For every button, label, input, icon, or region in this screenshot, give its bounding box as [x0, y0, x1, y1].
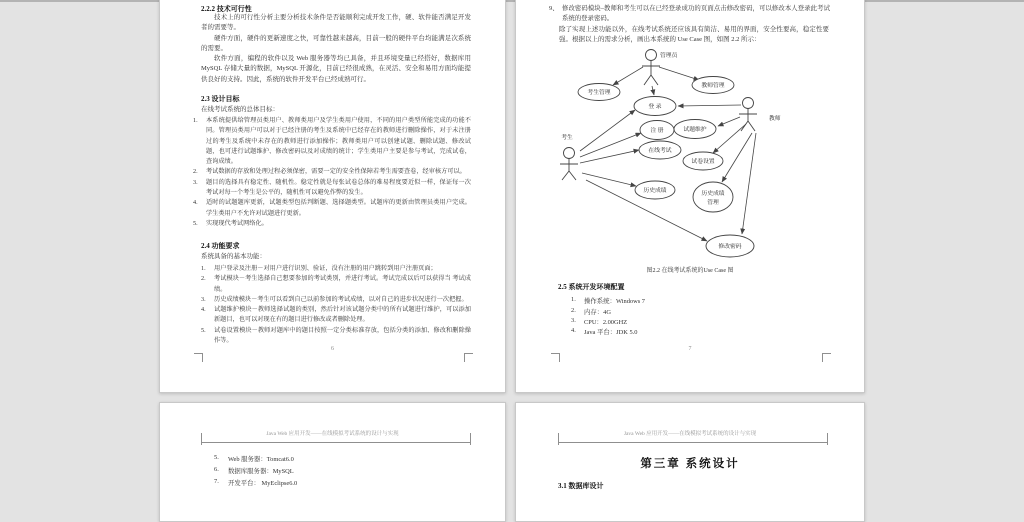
usecase-label: 历史成绩	[643, 188, 667, 194]
header-rule-tick	[558, 433, 559, 445]
arrow-teacher-history-mgmt	[722, 133, 752, 182]
arrow-teacher-change-pwd	[742, 133, 756, 234]
list-item: 4. 适时的试题题库更新，试题类型包括判断题、选择题类型。试题库的更新由管理员类用户完成。学生类用户不允许对试题进行更新。	[193, 199, 471, 217]
window-top-edge	[0, 0, 1024, 2]
arrow-admin-login	[652, 86, 654, 95]
paragraph: 硬件方面，硬件的更新速度之快，可靠性越来越高，目前一般的硬件平台均能满足次系统的需要。	[201, 35, 471, 53]
section-2-5-heading: 2.5 系统开发环境配置	[558, 283, 625, 291]
usecase-history-mgmt	[693, 182, 733, 212]
margin-crop-mark	[822, 353, 831, 362]
usecase-label: 管理	[707, 200, 719, 206]
header-rule	[201, 442, 471, 443]
functions-list	[201, 264, 471, 346]
list-item: 1. 本系统提供给管理员类用户、教师类用户及学生类用户使用，不同的用户类型所能完成的功能不同。管理员类用户可以对于已经注册的考生及系统中已经存在的教师进行删除操作，对于未注册过的考生及系统中未存在的教师进行添加操作；教师类用户可以创建试题、删除试题、修改试题，也可进行试题维护、修改密码以及对成绩的统计；学生类用户主要是参与考试，完成试卷，查询成绩。	[193, 117, 471, 166]
usecase-label: 考生管理	[587, 90, 611, 96]
goals-list	[193, 116, 471, 229]
arrow-admin-student-mgmt	[613, 67, 643, 85]
list-item: 5. 实现现代考试网络化。	[193, 219, 268, 227]
arrow-admin-teacher-mgmt	[659, 67, 699, 80]
arrow-teacher-login	[678, 105, 741, 106]
use-case-diagram	[556, 47, 796, 262]
header-rule-tick	[827, 433, 828, 445]
section-2-4-heading: 2.4 功能要求	[201, 242, 240, 250]
arrow-teacher-question-maint	[718, 117, 740, 126]
section-2-4-intro: 系统具备的基本功能：	[201, 253, 266, 260]
list-item: 2. 考试模块－考生选择自己想要参加的考试类别，并进行考试。考试完成以后可以获得当 考试成绩。	[201, 275, 471, 293]
section-2-2-2-heading: 2.2.2 技术可行性	[201, 5, 252, 13]
document-page-8[interactable]: Java Web 应用开发——在线模拟考试系统的设计与实现 5. Web 服务器：Tomcat6.0 6. 数据库服务器：MySQL 7. 开发平台： MyEclipse6.0	[159, 402, 506, 522]
margin-crop-mark	[194, 353, 203, 362]
section-3-1-heading: 3.1 数据库设计	[558, 482, 604, 490]
section-2-3-heading: 2.3 设计目标	[201, 95, 240, 103]
list-item: 5. 试卷设置模块－教师对题库中的题目按照一定分类标准存放，包括分类的添加、修改和删除操作等。	[201, 326, 471, 345]
actor-admin-label: 管理员	[660, 53, 678, 59]
margin-crop-mark	[551, 353, 560, 362]
usecase-label: 试卷设置	[691, 159, 715, 165]
list-item: 1. 用户登录及注册－对用户进行识别、验证，没有注册的用户跳转到用户注册页面；	[201, 265, 437, 272]
paragraph: 软件方面，编程的软件以及 Web 服务器等均已具备，并且环境变量已经搭好，数据库用 MySQL 存储大量的数据，MySQL 开源化，目前已经很成熟，在灵活、安全和易用方面均能提供良好的支持。因此，系统的软件开发平台已经成熟可行。	[201, 55, 471, 83]
page-number: 7	[688, 346, 692, 352]
list-item: 3. 历史成绩模块－考生可以看到自己以前参加的考试成绩，以对自己的进步状况进行一次把握。	[201, 295, 468, 303]
usecase-label: 注 册	[650, 128, 664, 134]
usecase-label: 教师管理	[701, 83, 725, 89]
actor-admin-figure	[642, 50, 660, 86]
actor-student-figure	[560, 148, 578, 181]
paragraph: 技术上的可行性分析主要分析技术条件是否能顺利完成开发工作，硬、软件能否满足开发者的需要等。	[201, 14, 471, 32]
header-rule-tick	[201, 433, 202, 445]
arrow-student-online-exam	[580, 150, 639, 163]
usecase-label: 在线考试	[648, 148, 672, 154]
page-header-title: Java Web 应用开发——在线模拟考试系统的设计与实现	[266, 431, 399, 437]
arrow-student-history-score	[582, 173, 636, 186]
header-rule-tick	[470, 433, 471, 445]
actor-student-label: 考生	[561, 135, 573, 141]
arrow-teacher-paper-setting	[713, 124, 746, 153]
list-item: 2. 考试数据的存放和处理过程必须保密，需要一定的安全性保障若考生需要查卷，经审核方可以。	[193, 168, 466, 176]
arrow-student-register	[580, 133, 641, 157]
list-item: 3. 题目的选择具有稳定性、随机性。稳定性就是每张试卷总体的难易程度要近似一样，保证每一次考试对每一个考生是公平的，随机性可以避免作弊的发生。	[193, 178, 471, 197]
page-number: 6	[331, 346, 334, 352]
document-page-7[interactable]: 9、 修改密码模块–教师和考生可以在已经登录成功的页面点击修改密码，可以修改本人登录此考试系统的登录密码。 除了实现上述功能以外，在线考试系统还应该具有简洁、易用的界面，安全性要高，稳定性要强。根据以上的需求分析，画出本系统的 Use Case 图，如图 2.2 所示： 管理员 考生 教师 考生管理 教师管理 登 录 注 册 试题维护 在线考试 试卷设置 历史成绩 历史成绩 管理 修改密码 图2.2 在线考试系统的Use Case 图 2.5 系统开发环境配置 1. 操作系统：Windows 7 2. 内存：4G 3. CPU：2.00GHZ 4. Java 平台：JDK 5.0 7	[515, 0, 865, 393]
document-page-9[interactable]	[515, 402, 865, 522]
item-9: 9、 修改密码模块–教师和考生可以在已经登录成功的页面点击修改密码，可以修改本人登录此考试系统的登录密码。	[549, 5, 830, 23]
section-2-3-intro: 在线考试系统的总体目标：	[201, 106, 279, 113]
page-header-title: Java Web 应用开发——在线模拟考试系统的设计与实现	[623, 431, 757, 437]
usecase-label: 修改密码	[718, 244, 742, 250]
margin-crop-mark	[464, 353, 473, 362]
paragraph: 除了实现上述功能以外，在线考试系统还应该具有简洁、易用的界面，安全性要高，稳定性要强。根据以上的需求分析，画出本系统的 Use Case 图，如图 2.2 所示：	[559, 26, 829, 44]
chapter-3-heading: 第三章 系统设计	[640, 458, 740, 470]
actor-teacher-label: 教师	[769, 116, 781, 122]
usecase-label: 试题维护	[683, 127, 707, 133]
usecase-label: 登 录	[648, 104, 662, 110]
usecase-label: 历史成绩	[701, 191, 725, 197]
actor-teacher-figure	[739, 98, 757, 132]
arrow-student-login	[580, 110, 635, 151]
header-rule	[558, 442, 828, 443]
list-item: 4. 试题维护模块－教师选择试题的类别，然后针对该试题分类中的所有试题进行维护，可以添加新题目，也可以对现在有的题目进行修改或者删除处理。	[201, 306, 471, 324]
figure-caption: 图2.2 在线考试系统的Use Case 图	[646, 268, 734, 274]
document-page-6[interactable]	[159, 0, 506, 393]
